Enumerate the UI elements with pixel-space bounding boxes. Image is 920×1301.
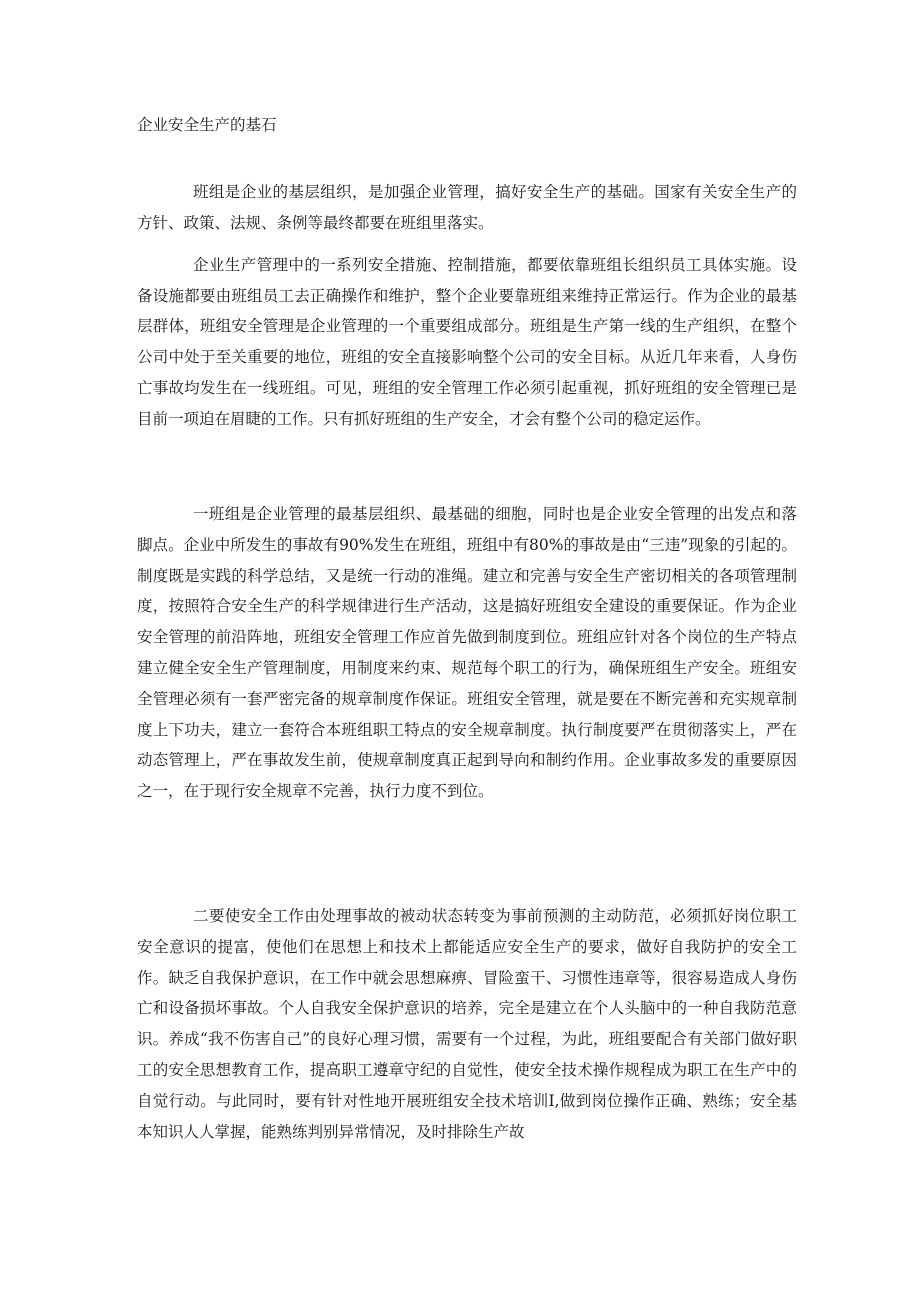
paragraph-3: 一班组是企业管理的最基层组织、最基础的细胞，同时也是企业安全管理的出发点和落脚点。企业中所发生的事故有90%发生在班组，班组中有80%的事故是由“三违”现象的引起的。制度既是实践的科学总结，又是统一行动的准绳。建立和完善与安全生产密切相关的各项管理制度，按照符合安全生产的科学规律进行生产活动，这是搞好班组安全建设的重要保证。作为企业安全管理的前沿阵地，班组安全管理工作应首先做到制度到位。班组应针对各个岗位的生产特点建立健全安全生产管理制度，用制度来约束、规范每个职工的行为，确保班组生产安全。班组安全管理必须有一套严密完备的规章制度作保证。班组安全管理，就是要在不断完善和充实规章制度上下功夫，建立一套符合本班组职工特点的安全规章制度。执行制度要严在贯彻落实上，严在动态管理上，严在事故发生前，使规章制度真正起到导向和制约作用。企业事故多发的重要原因之一，在于现行安全规章不完善，执行力度不到位。 — [137, 505, 797, 801]
document-title: 企业安全生产的基石 — [137, 116, 277, 134]
paragraph-2: 企业生产管理中的一系列安全措施、控制措施，都要依靠班组长组织员工具体实施。设备设施都要由班组员工去正确操作和维护，整个企业要靠班组来维持正常运行。作为企业的最基层群体，班组安全管理是企业管理的一个重要组成部分。班组是生产第一线的生产组织，在整个公司中处于至关重要的地位，班组的安全直接影响整个公司的安全目标。从近几年来看，人身伤亡事故均发生在一线班组。可见，班组的安全管理工作必须引起重视，抓好班组的安全管理已是目前一项迫在眉睫的工作。只有抓好班组的生产安全，才会有整个公司的稳定运作。 — [137, 256, 797, 428]
paragraph-1: 班组是企业的基层组织，是加强企业管理，搞好安全生产的基础。国家有关安全生产的方针、政策、法规、条例等最终都要在班组里落实。 — [137, 183, 797, 232]
paragraph-4: 二要使安全工作由处理事故的被动状态转变为事前预测的主动防范，必须抓好岗位职工安全意识的提富，使他们在思想上和技术上都能适应安全生产的要求，做好自我防护的安全工作。缺乏自我保护意识，在工作中就会思想麻痹、冒险蛮干、习惯性违章等，很容易造成人身伤亡和设备损坏事故。个人自我安全保护意识的培养，完全是建立在个人头脑中的一种自我防范意识。养成“我不伤害自己”的良好心理习惯，需要有一个过程，为此，班组要配合有关部门做好职工的安全思想教育工作，提高职工遵章守纪的自觉性，使安全技术操作规程成为职工在生产中的自觉行动。与此同时，要有针对性地开展班组安全技术培训I,做到岗位操作正确、熟练；安全基本知识人人掌握，能熟练判别异常情况，及时排除生产故 — [137, 907, 797, 1141]
